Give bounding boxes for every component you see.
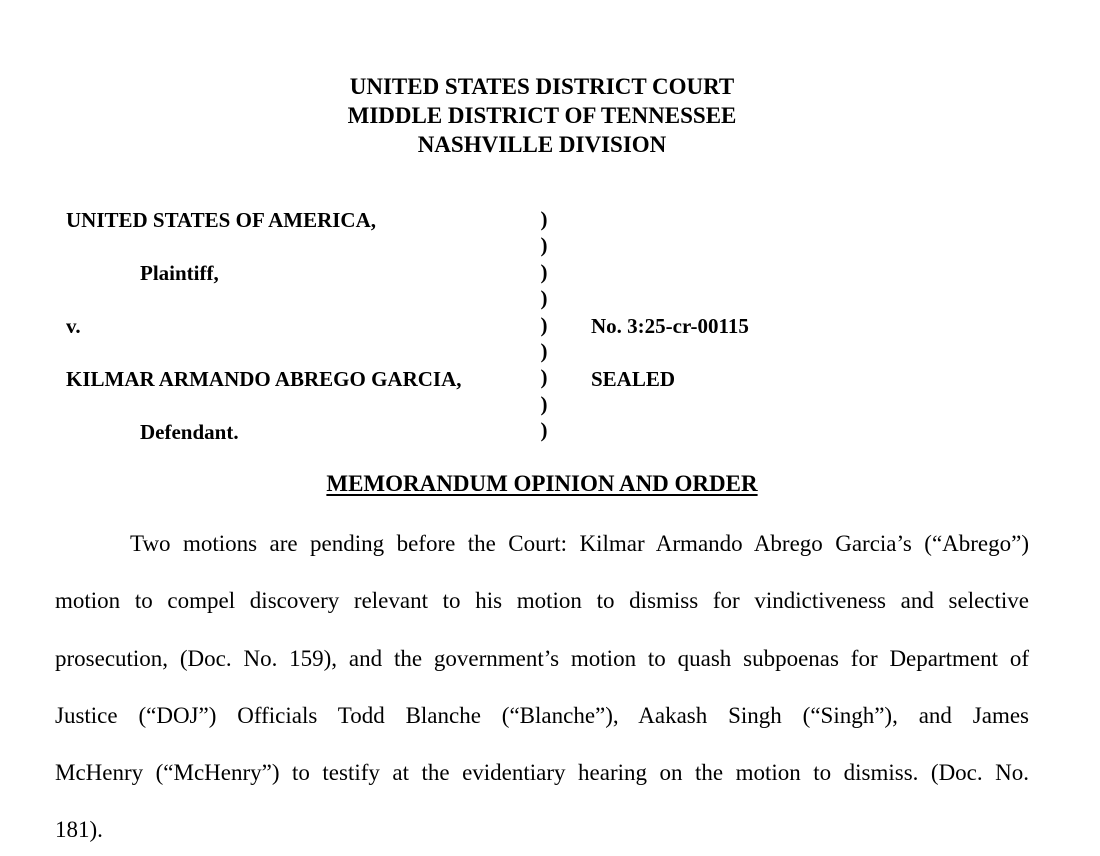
- plaintiff-name: UNITED STATES OF AMERICA,: [66, 208, 376, 232]
- caption-paren: ): [540, 207, 548, 231]
- body-line: motion to compel discovery relevant to his motion to dismiss for vindictiveness and selective: [55, 588, 1029, 613]
- court-header: [0, 72, 1084, 159]
- body-line: 181).: [55, 817, 103, 842]
- body-line: Justice (“DOJ”) Officials Todd Blanche (“Blanche”), Aakash Singh (“Singh”), and James: [55, 703, 1029, 728]
- defendant-name: KILMAR ARMANDO ABREGO GARCIA,: [66, 367, 462, 391]
- caption-paren: ): [540, 312, 548, 337]
- district-name: MIDDLE DISTRICT OF TENNESSEE: [347, 103, 737, 128]
- caption-paren: ): [540, 259, 548, 284]
- caption-paren: ): [540, 286, 548, 311]
- caption-paren: ): [540, 365, 548, 390]
- body-line: McHenry (“McHenry”) to testify at the evidentiary hearing on the motion to dismiss. (Doc. No.: [55, 760, 1029, 785]
- caption-paren: ): [540, 418, 548, 443]
- caption-paren: ): [540, 233, 548, 258]
- versus-label: v.: [66, 314, 81, 338]
- sealed-label: SEALED: [591, 367, 676, 391]
- plaintiff-role: Plaintiff,: [140, 261, 219, 285]
- case-number: No. 3:25-cr-00115: [591, 314, 749, 338]
- defendant-role: Defendant.: [140, 420, 239, 444]
- document-title: MEMORANDUM OPINION AND ORDER: [326, 471, 758, 496]
- caption-parenthesis-column: [536, 206, 552, 444]
- body-line: prosecution, (Doc. No. 159), and the government’s motion to quash subpoenas for Department of: [55, 646, 1029, 671]
- caption-paren: ): [540, 338, 548, 363]
- body-line: Two motions are pending before the Court: Kilmar Armando Abrego Garcia’s (“Abrego”): [130, 531, 1029, 556]
- court-name: UNITED STATES DISTRICT COURT: [349, 74, 735, 99]
- division-name: NASHVILLE DIVISION: [417, 132, 667, 157]
- caption-paren: ): [540, 391, 548, 416]
